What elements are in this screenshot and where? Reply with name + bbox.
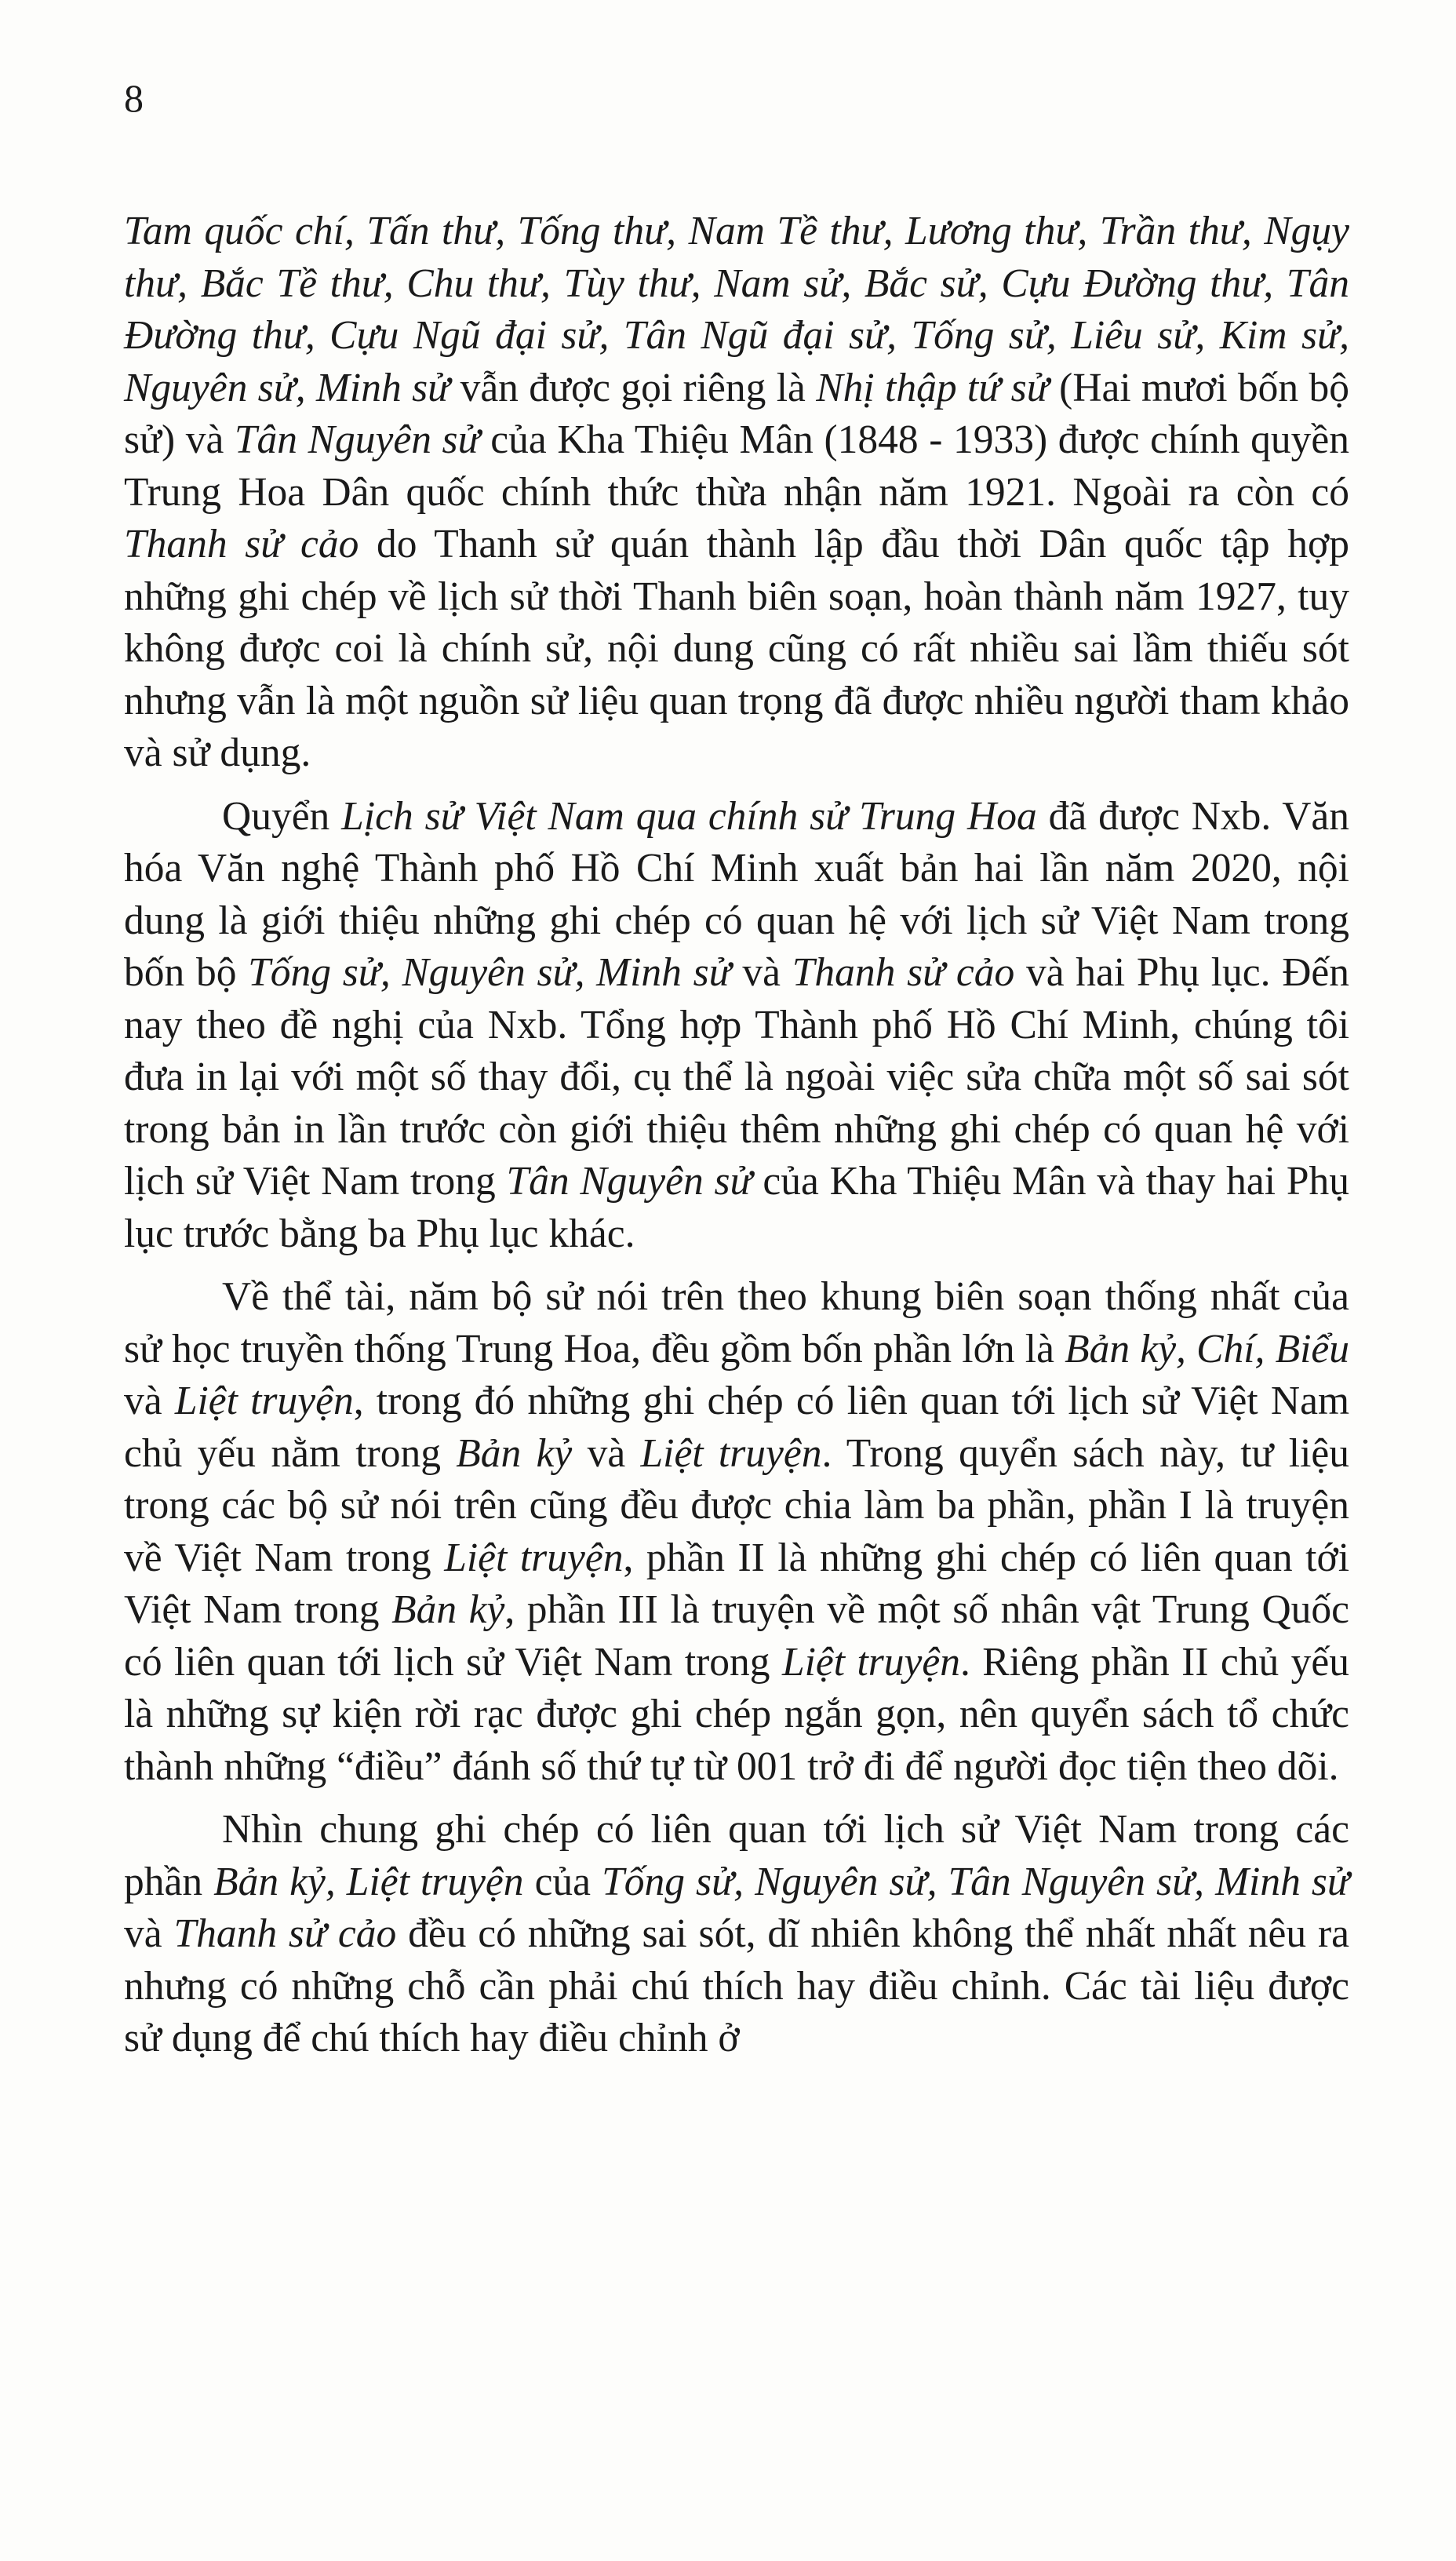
italic-title-run: Tân Nguyên sử (234, 417, 480, 462)
paragraph (124, 1804, 1349, 2065)
paragraph (124, 1271, 1349, 1793)
italic-title-run: Bản kỷ (391, 1587, 505, 1632)
italic-title-run: Lịch sử Việt Nam qua chính sử Trung Hoa (341, 793, 1037, 839)
italic-title-run: Tam quốc chí, Tấn thư, Tống thư, Nam Tề thư, Lương thư, Trần thư, Ngụy thư, Bắc Tề thư, Chu thư, Tùy thư, Nam sử, Bắc sử, Cựu Đường thư, Tân Đường thư, Cựu Ngũ đại sử, Tân Ngũ đại sử, Tống sử, Liêu sử, Kim sử, Nguyên sử, Minh sử (124, 209, 1349, 410)
italic-title-run: Tân Nguyên sử (506, 1159, 752, 1204)
text-run: vẫn được gọi riêng là (450, 365, 817, 410)
italic-title-run: Thanh sử cảo (124, 522, 359, 566)
text-run: Nhìn chung ghi chép có liên quan tới lịch sử Việt Nam trong các phần (124, 1807, 1349, 1904)
italic-title-run: Thanh sử cảo (173, 1911, 397, 1956)
italic-title-run: Liệt truyện (174, 1379, 354, 1423)
text-run: , trong đó những ghi chép có liên quan tới lịch sử Việt Nam chủ yếu nằm trong (124, 1379, 1350, 1476)
text-run: Về thể tài, năm bộ sử nói trên theo khung biên soạn thống nhất của sử học truyền thống Trung Hoa, đều gồm bốn phần lớn là (124, 1274, 1349, 1372)
text-run: đều có những sai sót, dĩ nhiên không thể nhất nhất nêu ra nhưng có những chỗ cần phải chú thích hay điều chỉnh. Các tài liệu được sử dụng để chú thích hay điều chỉnh ở (124, 1911, 1350, 2060)
italic-title-run: Nhị thập tứ sử (816, 365, 1049, 410)
italic-title-run: Liệt truyện (444, 1535, 624, 1580)
italic-title-run: Liệt truyện (781, 1639, 961, 1685)
italic-title-run: Tống sử, Nguyên sử, Minh sử (248, 950, 731, 995)
text-run: và (730, 950, 792, 995)
text-run: . Trong quyển sách này, tư liệu trong các bộ sử nói trên cũng đều được chia làm ba phần, phần I là truyện về Việt Nam trong (124, 1430, 1350, 1580)
text-run: , phần III là truyện về một số nhân vật Trung Quốc có liên quan tới lịch sử Việt Nam trong (124, 1587, 1350, 1685)
text-run: của (523, 1859, 602, 1904)
text-run: của Kha Thiệu Mân và thay hai Phụ lục trước bằng ba Phụ lục khác. (124, 1159, 1350, 1256)
italic-title-run: Tống sử, Nguyên sử, Tân Nguyên sử, Minh sử (602, 1859, 1349, 1904)
text-run: của Kha Thiệu Mân (1848 - 1933) được chính quyền Trung Hoa Dân quốc chính thức thừa nhận năm 1921. Ngoài ra còn có (124, 417, 1349, 515)
italic-title-run: Bản kỷ (456, 1430, 573, 1476)
page-number: 8 (124, 76, 144, 120)
paragraph (124, 206, 1349, 780)
body-text (124, 206, 1349, 2076)
text-run: (Hai mươi bốn bộ sử) và (124, 365, 1349, 462)
text-run: và (572, 1430, 641, 1476)
italic-title-run: Thanh sử cảo (792, 950, 1015, 995)
text-run: do Thanh sử quán thành lập đầu thời Dân quốc tập hợp những ghi chép về lịch sử thời Thanh biên soạn, hoàn thành năm 1927, tuy không được coi là chính sử, nội dung cũng có rất nhiều sai lầm thiếu sót nhưng vẫn là một nguồn sử liệu quan trọng đã được nhiều người tham khảo và sử dụng. (124, 522, 1349, 775)
italic-title-run: Liệt truyện (640, 1430, 822, 1476)
text-run: Quyển (222, 793, 342, 839)
text-run: và hai Phụ lục. Đến nay theo đề nghị của Nxb. Tổng hợp Thành phố Hồ Chí Minh, chúng tôi đưa in lại với một số thay đổi, cụ thể là ngoài việc sửa chữa một số sai sót trong bản in lần trước còn giới thiệu thêm những ghi chép có quan hệ với lịch sử Việt Nam trong (124, 950, 1350, 1204)
italic-title-run: Bản kỷ, Chí, Biểu (1065, 1326, 1349, 1372)
text-run: , phần II là những ghi chép có liên quan tới Việt Nam trong (124, 1535, 1349, 1632)
text-run: và (124, 1911, 174, 1956)
text-run: . Riêng phần II chủ yếu là những sự kiện rời rạc được ghi chép ngắn gọn, nên quyển sách tổ chức thành những “điều” đánh số thứ tự từ 001 trở đi để người đọc tiện theo dõi. (124, 1639, 1349, 1789)
paragraph (124, 791, 1349, 1261)
italic-title-run: Bản kỷ, Liệt truyện (213, 1859, 524, 1904)
text-run: và (124, 1379, 175, 1423)
text-run: đã được Nxb. Văn hóa Văn nghệ Thành phố Hồ Chí Minh xuất bản hai lần năm 2020, nội dung là giới thiệu những ghi chép có quan hệ với lịch sử Việt Nam trong bốn bộ (124, 793, 1349, 995)
